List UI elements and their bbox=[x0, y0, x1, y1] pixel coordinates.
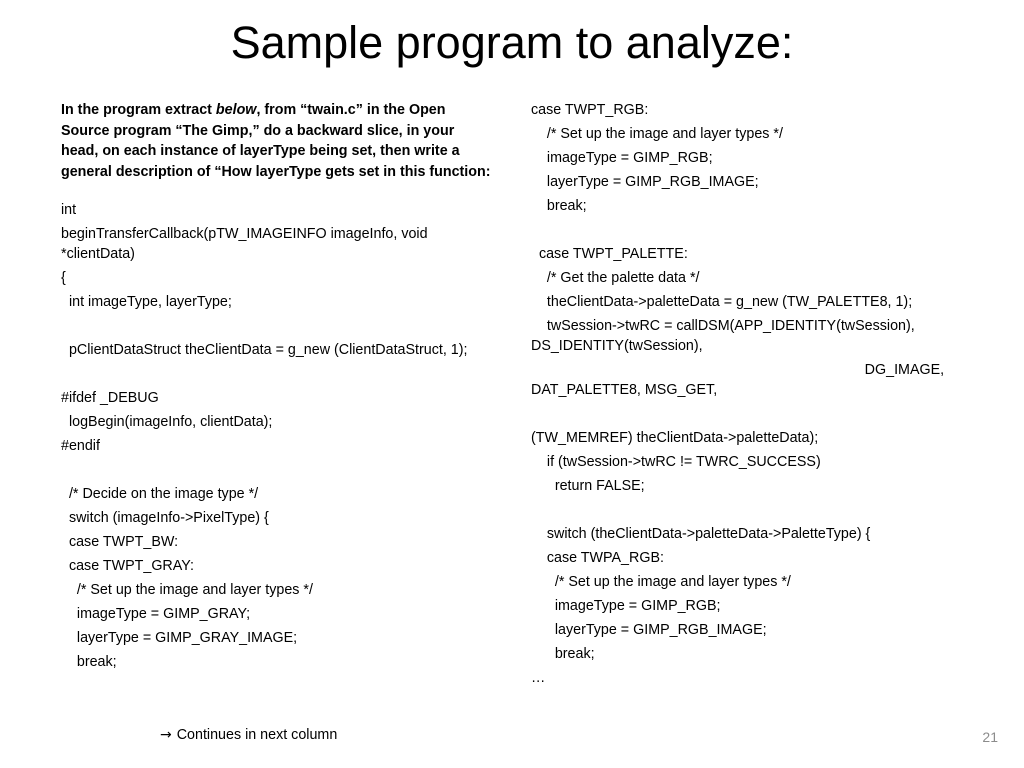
code-line: int bbox=[61, 202, 77, 218]
code-line: layerType = GIMP_RGB_IMAGE; bbox=[531, 622, 767, 639]
code-line: DG_IMAGE, DAT_PALETTE8, MSG_GET, bbox=[531, 362, 949, 399]
code-line: { bbox=[61, 270, 66, 287]
code-line: /* Set up the image and layer types */ bbox=[531, 574, 791, 591]
code-line: case TWPT_PALETTE: bbox=[531, 245, 688, 262]
code-line: int imageType, layerType; bbox=[61, 294, 232, 311]
left-code-block bbox=[61, 200, 491, 672]
code-line: layerType = GIMP_RGB_IMAGE; bbox=[531, 174, 759, 190]
continues-note bbox=[160, 725, 337, 745]
code-line: return FALSE; bbox=[531, 478, 645, 495]
instructions-text bbox=[61, 100, 491, 182]
code-line: … bbox=[531, 670, 546, 687]
code-line: break; bbox=[531, 198, 587, 214]
code-line: logBegin(imageInfo, clientData); bbox=[61, 414, 273, 431]
slide-title: Sample program to analyze: bbox=[230, 17, 794, 68]
left-column bbox=[61, 100, 491, 676]
code-line: if (twSession->twRC != TWRC_SUCCESS) bbox=[531, 454, 821, 471]
page-number: 21 bbox=[982, 729, 998, 745]
code-line bbox=[61, 316, 491, 336]
code-line: #endif bbox=[61, 438, 100, 455]
code-line: theClientData->paletteData = g_new (TW_PALETTE8, 1); bbox=[531, 293, 913, 310]
code-line: switch (theClientData->paletteData->PaletteType) { bbox=[531, 526, 871, 543]
continues-note-text: Continues in next column bbox=[176, 727, 338, 743]
code-line bbox=[531, 404, 961, 424]
code-line: /* Get the palette data */ bbox=[531, 269, 700, 286]
code-line: beginTransferCallback(pTW_IMAGEINFO imageInfo, void *clientData) bbox=[61, 226, 432, 263]
code-line: case TWPT_RGB: bbox=[531, 102, 649, 118]
code-line: switch (imageInfo->PixelType) { bbox=[61, 510, 269, 527]
code-line: /* Set up the image and layer types */ bbox=[61, 582, 313, 599]
code-line: pClientDataStruct theClientData = g_new (ClientDataStruct, 1); bbox=[61, 342, 468, 359]
code-line bbox=[61, 460, 491, 480]
instructions-emphasis: below bbox=[215, 102, 257, 118]
code-line: /* Decide on the image type */ bbox=[61, 486, 259, 503]
code-line bbox=[61, 364, 491, 384]
code-line: /* Set up the image and layer types */ bbox=[531, 126, 783, 142]
code-line: imageType = GIMP_RGB; bbox=[531, 598, 721, 615]
code-line: layerType = GIMP_GRAY_IMAGE; bbox=[61, 630, 298, 647]
code-line bbox=[531, 500, 961, 520]
code-line: imageType = GIMP_RGB; bbox=[531, 150, 713, 166]
code-line: (TW_MEMREF) theClientData->paletteData); bbox=[531, 430, 819, 447]
code-line: twSession->twRC = callDSM(APP_IDENTITY(twSession), DS_IDENTITY(twSession), bbox=[531, 317, 919, 355]
code-line: break; bbox=[531, 646, 595, 663]
code-line bbox=[531, 220, 961, 240]
right-column bbox=[531, 100, 961, 692]
right-code-block bbox=[531, 100, 961, 689]
code-line: case TWPA_RGB: bbox=[531, 550, 664, 567]
instructions-part-1: In the program extract bbox=[61, 102, 216, 118]
instructions-part-2: , from “twain.c” in the Open Source program “The Gimp,” do a backward slice, in your head, on each instance of layerType being set, then write a general description of “How layerType gets set in this function: bbox=[61, 102, 491, 180]
code-line: break; bbox=[61, 654, 117, 671]
arrow-right-icon: → bbox=[160, 727, 172, 743]
code-line: #ifdef _DEBUG bbox=[61, 390, 159, 407]
code-line: case TWPT_BW: bbox=[61, 534, 179, 551]
code-line: case TWPT_GRAY: bbox=[61, 558, 194, 575]
code-line: imageType = GIMP_GRAY; bbox=[61, 606, 251, 623]
